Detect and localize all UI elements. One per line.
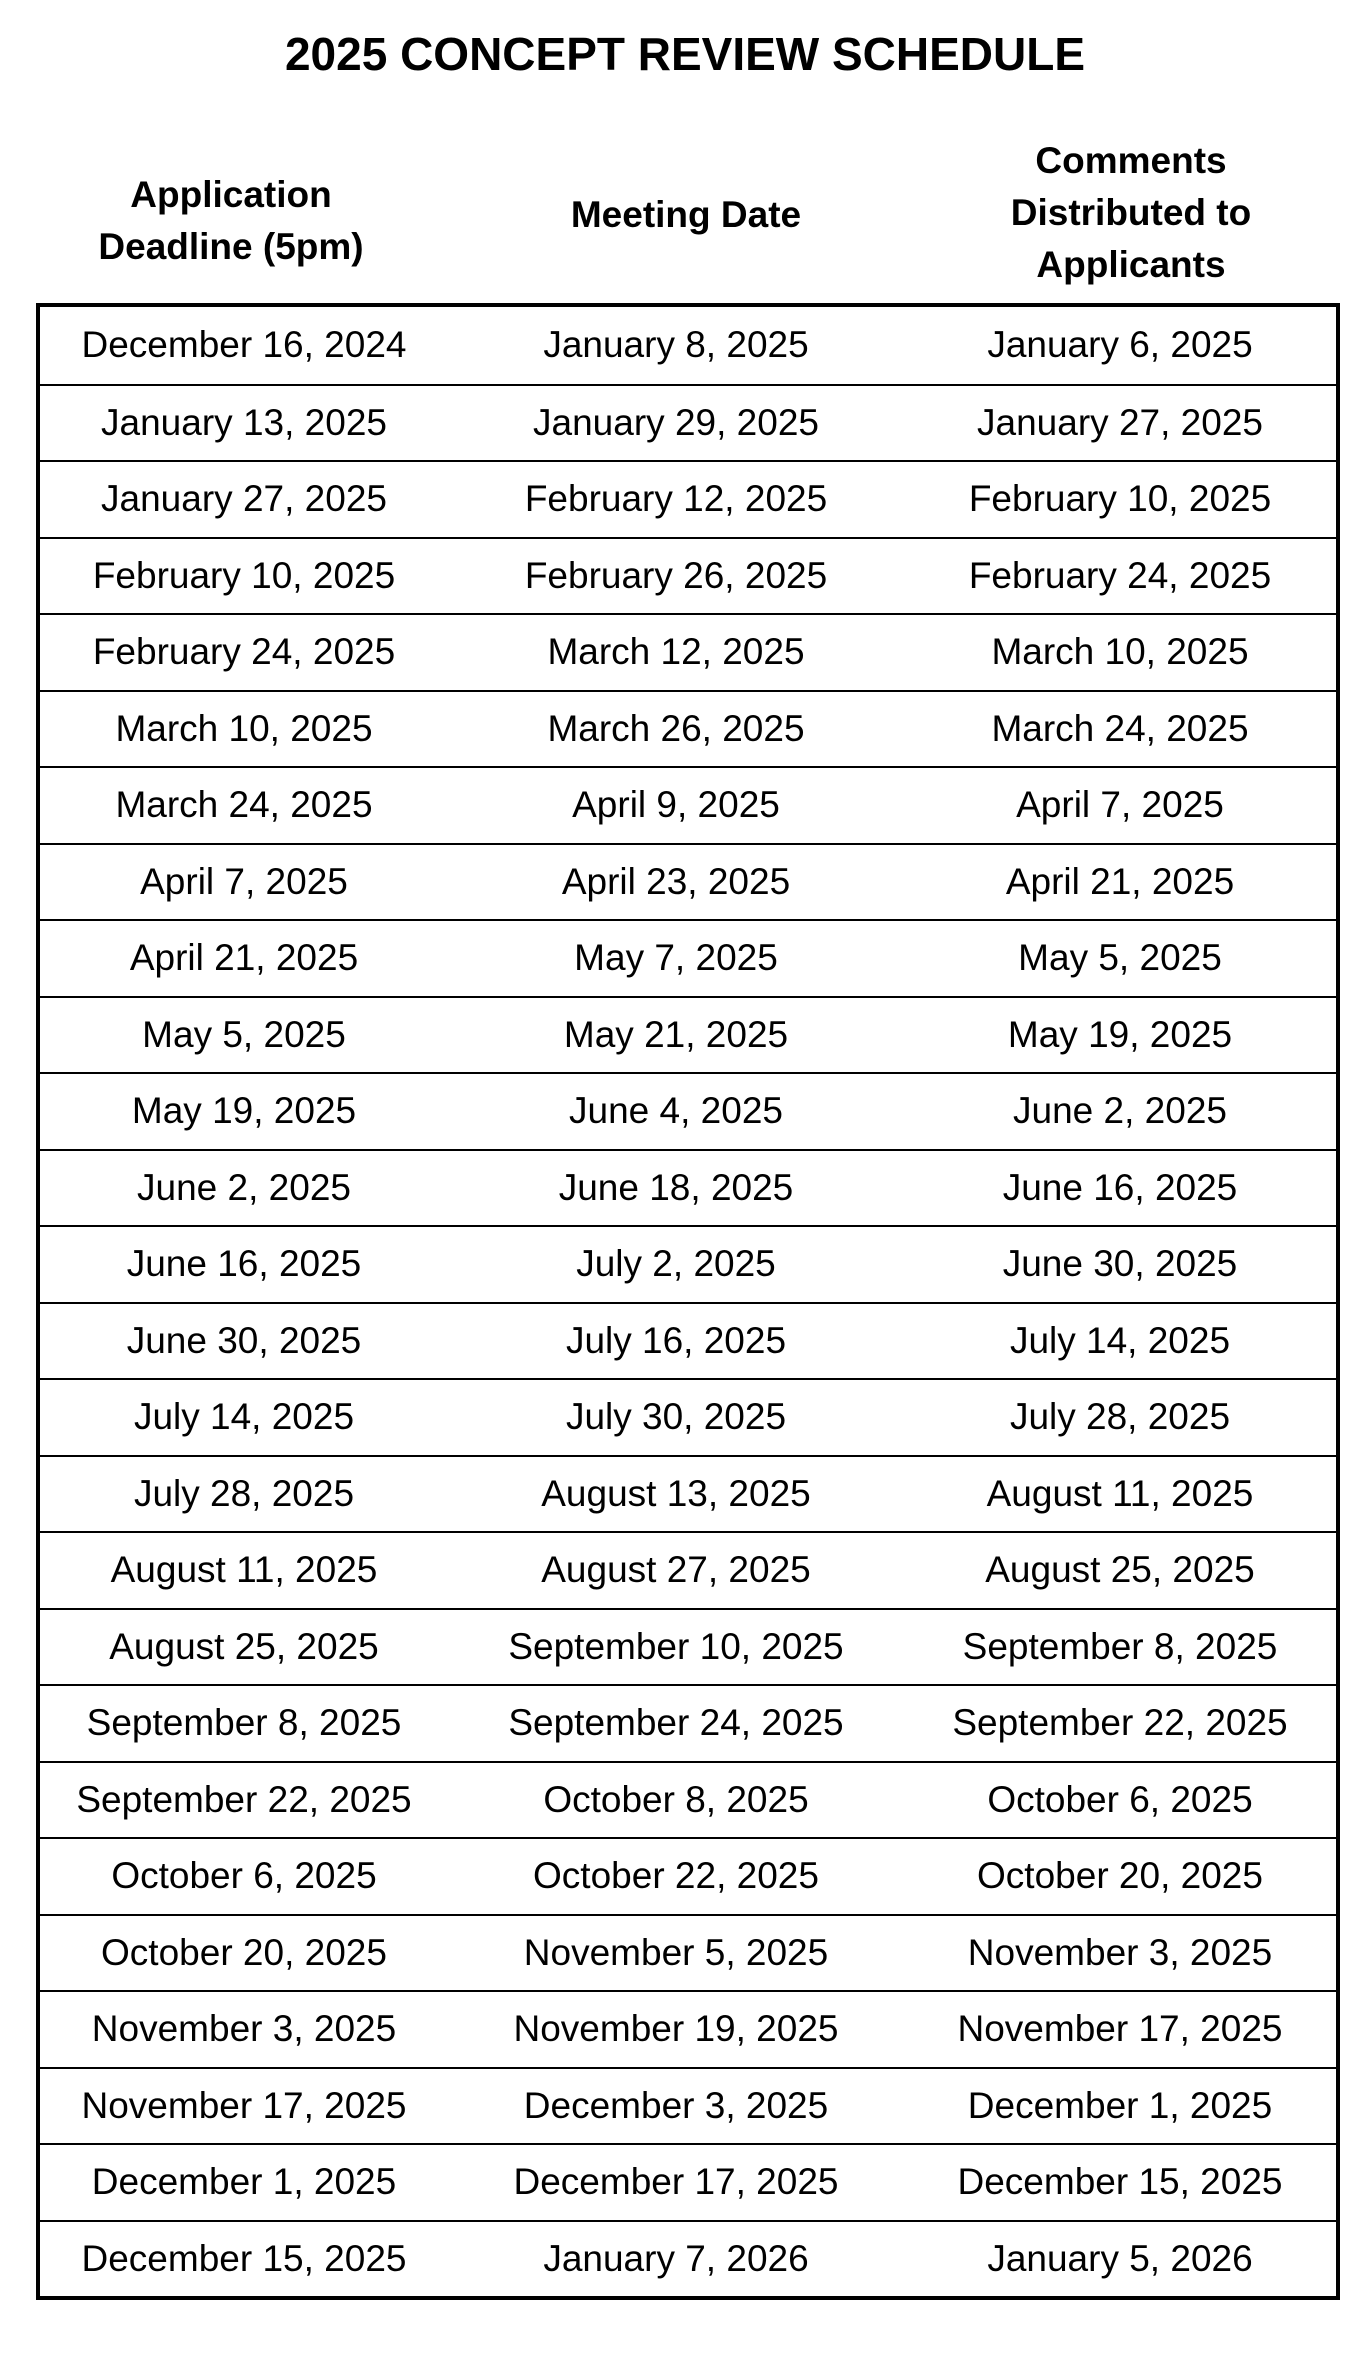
cell-meeting-date: December 3, 2025 <box>523 2084 829 2126</box>
cell-application-deadline: May 5, 2025 <box>142 1013 346 1055</box>
cell-meeting-date: November 5, 2025 <box>523 1931 829 1973</box>
cell-comments-distributed: April 7, 2025 <box>1016 784 1224 826</box>
cell-meeting-date: May 21, 2025 <box>563 1013 789 1055</box>
cell-comments-distributed: March 24, 2025 <box>991 707 1249 749</box>
table-row <box>40 1072 1336 1149</box>
cell-meeting-date: March 26, 2025 <box>547 707 805 749</box>
cell-comments-distributed: November 3, 2025 <box>967 1931 1273 1973</box>
cell-application-deadline: September 22, 2025 <box>76 1778 412 1820</box>
cell-comments-distributed: October 20, 2025 <box>977 1855 1263 1897</box>
table-row <box>40 843 1336 920</box>
cell-meeting-date: January 7, 2026 <box>543 2237 809 2279</box>
cell-meeting-date: August 27, 2025 <box>541 1549 811 1591</box>
cell-comments-distributed: January 5, 2026 <box>987 2237 1253 2279</box>
table-row <box>40 2220 1336 2297</box>
header-comments-line-3: Applicants <box>1036 244 1226 285</box>
table-row <box>40 1914 1336 1991</box>
table-row <box>40 1455 1336 1532</box>
table-row <box>40 1149 1336 1226</box>
cell-comments-distributed: February 10, 2025 <box>968 478 1272 520</box>
table-row <box>40 1531 1336 1608</box>
cell-application-deadline: February 24, 2025 <box>92 631 396 673</box>
cell-comments-distributed: June 16, 2025 <box>1002 1166 1238 1208</box>
cell-meeting-date: May 7, 2025 <box>574 937 778 979</box>
cell-application-deadline: January 13, 2025 <box>101 401 387 443</box>
cell-meeting-date: March 12, 2025 <box>547 631 805 673</box>
cell-application-deadline: June 16, 2025 <box>126 1243 362 1285</box>
cell-meeting-date: October 22, 2025 <box>533 1855 819 1897</box>
table-row <box>40 1225 1336 1302</box>
cell-application-deadline: September 8, 2025 <box>86 1702 402 1744</box>
table-row <box>40 1378 1336 1455</box>
cell-meeting-date: April 9, 2025 <box>572 784 780 826</box>
table-row <box>40 690 1336 767</box>
cell-comments-distributed: August 25, 2025 <box>985 1549 1255 1591</box>
table-row <box>40 2143 1336 2220</box>
cell-application-deadline: November 3, 2025 <box>91 2008 397 2050</box>
cell-comments-distributed: May 19, 2025 <box>1007 1013 1233 1055</box>
cell-comments-distributed: January 6, 2025 <box>987 324 1253 366</box>
cell-application-deadline: October 20, 2025 <box>101 1931 387 1973</box>
cell-comments-distributed: December 1, 2025 <box>967 2084 1273 2126</box>
cell-meeting-date: February 26, 2025 <box>524 554 828 596</box>
cell-application-deadline: December 15, 2025 <box>81 2237 407 2279</box>
cell-comments-distributed: January 27, 2025 <box>977 401 1263 443</box>
header-meeting-date <box>456 135 916 295</box>
cell-application-deadline: July 14, 2025 <box>133 1396 355 1438</box>
cell-meeting-date: January 8, 2025 <box>543 324 809 366</box>
cell-application-deadline: March 10, 2025 <box>115 707 373 749</box>
table-row <box>40 613 1336 690</box>
table-row <box>40 1837 1336 1914</box>
cell-application-deadline: November 17, 2025 <box>81 2084 407 2126</box>
table-row <box>40 384 1336 461</box>
table-row <box>40 1302 1336 1379</box>
table-row <box>40 307 1336 384</box>
cell-meeting-date: August 13, 2025 <box>541 1472 811 1514</box>
cell-comments-distributed: July 28, 2025 <box>1009 1396 1231 1438</box>
table-row <box>40 1684 1336 1761</box>
header-application-deadline <box>36 141 426 301</box>
schedule-table <box>36 303 1340 2300</box>
cell-meeting-date: September 10, 2025 <box>508 1625 844 1667</box>
cell-application-deadline: August 11, 2025 <box>110 1549 378 1591</box>
table-row <box>40 1608 1336 1685</box>
cell-comments-distributed: October 6, 2025 <box>987 1778 1253 1820</box>
cell-meeting-date: June 18, 2025 <box>558 1166 794 1208</box>
cell-meeting-date: February 12, 2025 <box>524 478 828 520</box>
cell-comments-distributed: November 17, 2025 <box>957 2008 1283 2050</box>
header-meeting-line-1: Meeting Date <box>570 194 802 235</box>
cell-meeting-date: September 24, 2025 <box>508 1702 844 1744</box>
cell-meeting-date: December 17, 2025 <box>513 2161 839 2203</box>
cell-meeting-date: November 19, 2025 <box>513 2008 839 2050</box>
table-row <box>40 1761 1336 1838</box>
cell-meeting-date: July 30, 2025 <box>565 1396 787 1438</box>
cell-meeting-date: June 4, 2025 <box>569 1090 783 1132</box>
table-row <box>40 766 1336 843</box>
cell-meeting-date: April 23, 2025 <box>561 860 791 902</box>
cell-meeting-date: July 2, 2025 <box>576 1243 776 1285</box>
cell-application-deadline: October 6, 2025 <box>111 1855 377 1897</box>
cell-comments-distributed: May 5, 2025 <box>1018 937 1222 979</box>
cell-meeting-date: January 29, 2025 <box>533 401 819 443</box>
cell-comments-distributed: August 11, 2025 <box>986 1472 1254 1514</box>
cell-comments-distributed: September 22, 2025 <box>952 1702 1288 1744</box>
cell-application-deadline: June 2, 2025 <box>137 1166 351 1208</box>
cell-application-deadline: August 25, 2025 <box>109 1625 379 1667</box>
cell-comments-distributed: March 10, 2025 <box>991 631 1249 673</box>
table-row <box>40 460 1336 537</box>
header-comments-distributed <box>926 123 1336 303</box>
header-deadline-line-1: Application <box>130 174 332 215</box>
table-row <box>40 996 1336 1073</box>
cell-application-deadline: June 30, 2025 <box>126 1319 362 1361</box>
table-row <box>40 2067 1336 2144</box>
cell-meeting-date: October 8, 2025 <box>543 1778 809 1820</box>
table-row <box>40 919 1336 996</box>
cell-meeting-date: July 16, 2025 <box>565 1319 787 1361</box>
cell-comments-distributed: February 24, 2025 <box>968 554 1272 596</box>
cell-application-deadline: May 19, 2025 <box>131 1090 357 1132</box>
cell-comments-distributed: September 8, 2025 <box>962 1625 1278 1667</box>
cell-comments-distributed: December 15, 2025 <box>957 2161 1283 2203</box>
page-title: 2025 CONCEPT REVIEW SCHEDULE <box>284 28 1086 80</box>
cell-application-deadline: April 21, 2025 <box>129 937 359 979</box>
header-deadline-line-2: Deadline (5pm) <box>98 226 364 267</box>
cell-comments-distributed: June 30, 2025 <box>1002 1243 1238 1285</box>
cell-application-deadline: April 7, 2025 <box>140 860 348 902</box>
cell-application-deadline: March 24, 2025 <box>115 784 373 826</box>
table-row <box>40 537 1336 614</box>
cell-application-deadline: February 10, 2025 <box>92 554 396 596</box>
cell-application-deadline: July 28, 2025 <box>133 1472 355 1514</box>
header-comments-line-1: Comments <box>1035 140 1227 181</box>
table-header <box>36 135 1336 295</box>
cell-application-deadline: January 27, 2025 <box>101 478 387 520</box>
table-row <box>40 1990 1336 2067</box>
header-comments-line-2: Distributed to <box>1010 192 1252 233</box>
cell-comments-distributed: July 14, 2025 <box>1009 1319 1231 1361</box>
cell-comments-distributed: April 21, 2025 <box>1005 860 1235 902</box>
cell-application-deadline: December 1, 2025 <box>91 2161 397 2203</box>
cell-application-deadline: December 16, 2024 <box>81 324 407 366</box>
cell-comments-distributed: June 2, 2025 <box>1013 1090 1227 1132</box>
